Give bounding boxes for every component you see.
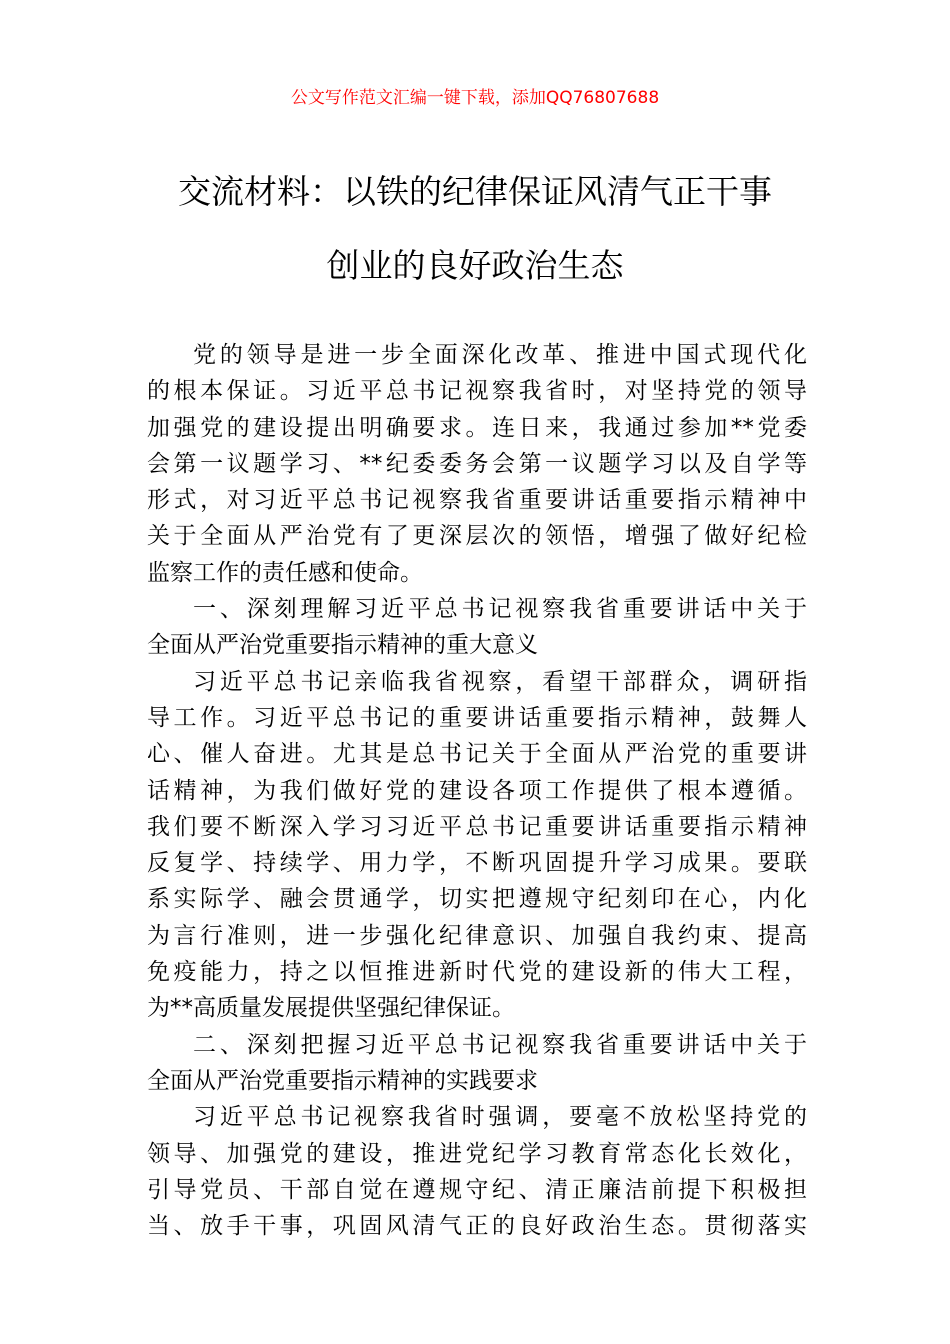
text-line: 监察工作的责任感和使命。 bbox=[147, 559, 423, 586]
text-line: 引导党员、干部自觉在遵规守纪、清正廉洁前提下积极担 bbox=[147, 1176, 807, 1203]
download-notice: 公文写作范文汇编一键下载，添加QQ76807688 bbox=[290, 88, 660, 108]
text-line: 关于全面从严治党有了更深层次的领悟，增强了做好纪检 bbox=[147, 523, 807, 550]
text-line: 加强党的建设提出明确要求。连日来，我通过参加**党委 bbox=[147, 414, 807, 441]
text-line: 习近平总书记亲临我省视察，看望干部群众，调研指 bbox=[193, 668, 807, 695]
text-line: 习近平总书记视察我省时强调，要毫不放松坚持党的 bbox=[193, 1104, 807, 1131]
paragraph-intro bbox=[147, 337, 807, 591]
document-title bbox=[120, 172, 830, 320]
text-line: 为言行准则，进一步强化纪律意识、加强自我约束、提高 bbox=[147, 922, 807, 949]
text-line: 党的领导是进一步全面深化改革、推进中国式现代化 bbox=[193, 342, 807, 368]
heading-line: 全面从严治党重要指示精神的重大意义 bbox=[147, 632, 538, 659]
paragraph-section-2 bbox=[147, 1099, 807, 1244]
text-line: 心、催人奋进。尤其是总书记关于全面从严治党的重要讲 bbox=[147, 741, 807, 768]
text-line: 系实际学、融会贯通学，切实把遵规守纪刻印在心，内化 bbox=[147, 886, 807, 913]
text-line: 我们要不断深入学习习近平总书记重要讲话重要指示精神 bbox=[147, 813, 807, 840]
text-line: 反复学、持续学、用力学，不断巩固提升学习成果。要联 bbox=[147, 850, 807, 877]
text-line: 领导、加强党的建设，推进党纪学习教育常态化长效化， bbox=[147, 1140, 807, 1167]
text-line: 免疫能力，持之以恒推进新时代党的建设新的伟大工程， bbox=[147, 959, 807, 986]
title-line-1: 交流材料：以铁的纪律保证风清气正干事 bbox=[178, 172, 772, 211]
text-line: 话精神，为我们做好党的建设各项工作提供了根本遵循。 bbox=[147, 777, 807, 804]
text-line: 当、放手干事，巩固风清气正的良好政治生态。贯彻落实 bbox=[147, 1213, 807, 1240]
heading-line: 二、深刻把握习近平总书记视察我省重要讲话中关于 bbox=[193, 1031, 807, 1058]
section-heading-2 bbox=[147, 1027, 807, 1100]
document-body bbox=[147, 337, 807, 1244]
section-heading-1 bbox=[147, 591, 807, 664]
heading-line: 全面从严治党重要指示精神的实践要求 bbox=[147, 1067, 538, 1094]
text-line: 会第一议题学习、**纪委委务会第一议题学习以及自学等 bbox=[147, 450, 807, 477]
text-line: 形式，对习近平总书记视察我省重要讲话重要指示精神中 bbox=[147, 487, 807, 514]
title-line-2: 创业的良好政治生态 bbox=[326, 246, 624, 285]
text-line: 为**高质量发展提供坚强纪律保证。 bbox=[147, 995, 515, 1022]
text-line: 导工作。习近平总书记的重要讲话重要指示精神，鼓舞人 bbox=[147, 704, 807, 731]
text-line: 的根本保证。习近平总书记视察我省时，对坚持党的领导 bbox=[147, 378, 807, 405]
heading-line: 一、深刻理解习近平总书记视察我省重要讲话中关于 bbox=[193, 596, 807, 623]
paragraph-section-1 bbox=[147, 664, 807, 1027]
